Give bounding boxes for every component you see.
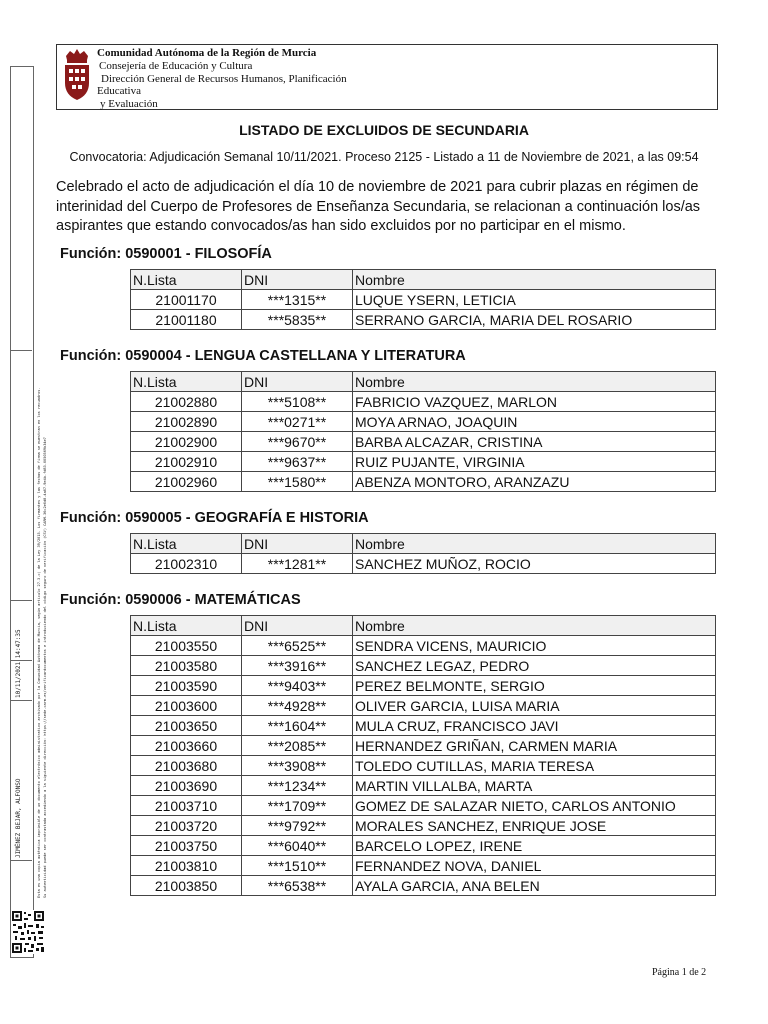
cell-nombre: AYALA GARCIA, ANA BELEN (353, 876, 716, 896)
cell-dni: ***1234** (242, 776, 353, 796)
cell-nlista: 21003550 (131, 636, 242, 656)
cell-nlista: 21002900 (131, 432, 242, 452)
table-row (131, 452, 716, 472)
table-row (131, 472, 716, 492)
cell-nlista: 21003590 (131, 676, 242, 696)
table-row (131, 876, 716, 896)
cell-dni: ***3916** (242, 656, 353, 676)
cell-nlista: 21003660 (131, 736, 242, 756)
excluded-table (130, 371, 716, 492)
cell-dni: ***9403** (242, 676, 353, 696)
validation-text-1: Esta es una copia auténtica imprimible de un documento electrónico administrativo archivado por la Comunidad Autónoma de Murcia, según artículo 27.3.c) de la Ley 39/2015. Los firmantes y las fechas de firma se muestran en los recuadros. (37, 387, 41, 898)
table-header-row (131, 270, 716, 290)
document-title: LISTADO DE EXCLUIDOS DE SECUNDARIA (239, 122, 529, 138)
cell-dni: ***4928** (242, 696, 353, 716)
cell-nlista: 21003580 (131, 656, 242, 676)
cell-dni: ***9670** (242, 432, 353, 452)
table-row (131, 776, 716, 796)
cell-nlista: 21003600 (131, 696, 242, 716)
cell-nlista: 21001180 (131, 310, 242, 330)
cell-nombre: ABENZA MONTORO, ARANZAZU (353, 472, 716, 492)
cell-nlista: 21002890 (131, 412, 242, 432)
cell-dni: ***1580** (242, 472, 353, 492)
table-row (131, 656, 716, 676)
cell-dni: ***1510** (242, 856, 353, 876)
cell-dni: ***1604** (242, 716, 353, 736)
cell-nlista: 21001170 (131, 290, 242, 310)
page-number: Página 1 de 2 (652, 967, 707, 978)
col-header-nlista: N.Lista (131, 372, 242, 392)
sidebar-divider (10, 860, 32, 861)
col-header-dni: DNI (242, 616, 353, 636)
table-row (131, 676, 716, 696)
table-header-row (131, 372, 716, 392)
intro-paragraph: Celebrado el acto de adjudicación el día 10 de noviembre de 2021 para cubrir plazas en régimen de interinidad del Cuerpo de Profesores de Enseñanza Secundaria, se relacionan a continuación los/as aspirantes que estando convocados/as han sido excluidos por no participar en el mismo. (56, 179, 701, 234)
cell-nombre: RUIZ PUJANTE, VIRGINIA (353, 452, 716, 472)
col-header-nlista: N.Lista (131, 534, 242, 554)
col-header-nlista: N.Lista (131, 270, 242, 290)
header-line-3: Dirección General de Recursos Humanos, Planificación (101, 72, 347, 85)
cell-nombre: PEREZ BELMONTE, SERGIO (353, 676, 716, 696)
coat-of-arms-icon (61, 47, 93, 103)
cell-dni: ***1315** (242, 290, 353, 310)
institution-header (56, 44, 718, 110)
cell-nlista: 21003810 (131, 856, 242, 876)
cell-dni: ***5835** (242, 310, 353, 330)
cell-nombre: TOLEDO CUTILLAS, MARIA TERESA (353, 756, 716, 776)
cell-nombre: MOYA ARNAO, JOAQUIN (353, 412, 716, 432)
function-heading: Función: 0590004 - LENGUA CASTELLANA Y LITERATURA (60, 348, 466, 364)
col-header-nombre: Nombre (353, 616, 716, 636)
cell-dni: ***6040** (242, 836, 353, 856)
cell-nombre: GOMEZ DE SALAZAR NIETO, CARLOS ANTONIO (353, 796, 716, 816)
table-row (131, 836, 716, 856)
table-row (131, 310, 716, 330)
col-header-dni: DNI (242, 270, 353, 290)
cell-nlista: 21003750 (131, 836, 242, 856)
col-header-nombre: Nombre (353, 372, 716, 392)
cell-dni: ***5108** (242, 392, 353, 412)
cell-nombre: BARBA ALCAZAR, CRISTINA (353, 432, 716, 452)
cell-dni: ***0271** (242, 412, 353, 432)
header-line-1: Comunidad Autónoma de la Región de Murcia (97, 47, 317, 59)
cell-nombre: LUQUE YSERN, LETICIA (353, 290, 716, 310)
table-row (131, 816, 716, 836)
table-row (131, 736, 716, 756)
cell-nombre: OLIVER GARCIA, LUISA MARIA (353, 696, 716, 716)
col-header-nlista: N.Lista (131, 616, 242, 636)
col-header-dni: DNI (242, 372, 353, 392)
cell-dni: ***3908** (242, 756, 353, 776)
cell-nlista: 21002960 (131, 472, 242, 492)
excluded-table (130, 269, 716, 330)
col-header-nombre: Nombre (353, 270, 716, 290)
cell-dni: ***9637** (242, 452, 353, 472)
cell-nlista: 21003850 (131, 876, 242, 896)
table-header-row (131, 534, 716, 554)
function-heading: Función: 0590006 - MATEMÁTICAS (60, 592, 301, 608)
function-heading: Función: 0590001 - FILOSOFÍA (60, 246, 272, 262)
cell-nombre: FERNANDEZ NOVA, DANIEL (353, 856, 716, 876)
excluded-table (130, 533, 716, 574)
signer-name: JIMÉNEZ BEJAR, ALFONSO (15, 778, 22, 858)
table-row (131, 796, 716, 816)
cell-dni: ***6538** (242, 876, 353, 896)
cell-nlista: 21002310 (131, 554, 242, 574)
header-text (97, 47, 347, 111)
table-header-row (131, 616, 716, 636)
cell-nombre: MARTIN VILLALBA, MARTA (353, 776, 716, 796)
table-row (131, 392, 716, 412)
cell-nlista: 21003710 (131, 796, 242, 816)
sidebar-divider (10, 700, 32, 701)
cell-dni: ***6525** (242, 636, 353, 656)
cell-nombre: SENDRA VICENS, MAURICIO (353, 636, 716, 656)
header-line-2: Consejería de Educación y Cultura (99, 59, 253, 72)
table-row (131, 856, 716, 876)
cell-nombre: SANCHEZ MUÑOZ, ROCIO (353, 554, 716, 574)
cell-nombre: SERRANO GARCIA, MARIA DEL ROSARIO (353, 310, 716, 330)
cell-nombre: MORALES SANCHEZ, ENRIQUE JOSE (353, 816, 716, 836)
function-heading: Función: 0590005 - GEOGRAFÍA E HISTORIA (60, 510, 369, 526)
cell-nlista: 21003690 (131, 776, 242, 796)
header-line-4: Educativa (97, 85, 141, 98)
cell-nlista: 21003680 (131, 756, 242, 776)
validation-sidebar (10, 66, 34, 958)
table-row (131, 716, 716, 736)
cell-nombre: BARCELO LOPEZ, IRENE (353, 836, 716, 856)
cell-nombre: FABRICIO VAZQUEZ, MARLON (353, 392, 716, 412)
cell-dni: ***9792** (242, 816, 353, 836)
cell-nombre: MULA CRUZ, FRANCISCO JAVI (353, 716, 716, 736)
convocatoria-line: Convocatoria: Adjudicación Semanal 10/11/2021. Proceso 2125 - Listado a 11 de Noviembre de 2021, a las 09:54 (69, 150, 699, 164)
table-row (131, 554, 716, 574)
cell-dni: ***1281** (242, 554, 353, 574)
table-row (131, 756, 716, 776)
col-header-dni: DNI (242, 534, 353, 554)
col-header-nombre: Nombre (353, 534, 716, 554)
table-row (131, 412, 716, 432)
cell-nlista: 21002910 (131, 452, 242, 472)
cell-nombre: SANCHEZ LEGAZ, PEDRO (353, 656, 716, 676)
header-line-5: y Evaluación (100, 98, 158, 111)
cell-nombre: HERNANDEZ GRIÑAN, CARMEN MARIA (353, 736, 716, 756)
signature-date: 10/11/2021 14:47:35 (15, 629, 22, 698)
sidebar-divider (10, 600, 32, 601)
sidebar-divider (10, 350, 32, 351)
table-row (131, 636, 716, 656)
table-row (131, 696, 716, 716)
table-row (131, 290, 716, 310)
cell-dni: ***1709** (242, 796, 353, 816)
qr-code-icon (11, 910, 45, 954)
table-row (131, 432, 716, 452)
validation-text-2: Su autenticidad puede ser contrastada accediendo a la siguiente dirección: https://sede.carm.es/verificardocumentos e introduciendo del código seguro de verificación (CSV) CARM-36c2e0d8-4a07-9e4b-fd83-0050569b34e7 (43, 437, 47, 898)
excluded-table (130, 615, 716, 896)
cell-dni: ***2085** (242, 736, 353, 756)
cell-nlista: 21003650 (131, 716, 242, 736)
cell-nlista: 21002880 (131, 392, 242, 412)
cell-nlista: 21003720 (131, 816, 242, 836)
